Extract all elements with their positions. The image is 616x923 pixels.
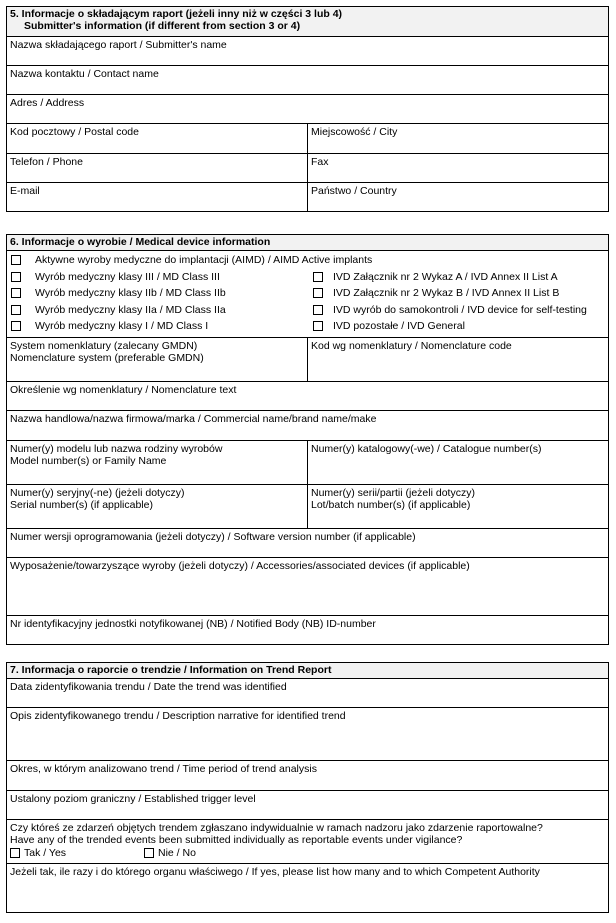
section-5-title: 5. Informacje o składającym raport (jeżeli inny niż w części 3 lub 4): [10, 8, 343, 20]
yes-label: Tak / Yes: [24, 847, 67, 860]
catalogue-number-field[interactable]: Numer(y) katalogowy(-we) / Catalogue number(s): [311, 443, 542, 455]
section-7-table: [6, 662, 609, 913]
contact-name-field[interactable]: Nazwa kontaktu / Contact name: [10, 68, 159, 80]
email-field[interactable]: E-mail: [7, 183, 308, 211]
md-class-iib-label: Wyrób medyczny klasy IIb / MD Class IIb: [35, 287, 226, 300]
notified-body-field[interactable]: Nr identyfikacyjny jednostki notyfikowanej (NB) / Notified Body (NB) ID-number: [10, 618, 376, 630]
nomenclature-system-field[interactable]: [7, 338, 308, 381]
md-class-iia-checkbox[interactable]: [11, 305, 21, 315]
md-class-i-label: Wyrób medyczny klasy I / MD Class I: [35, 320, 209, 333]
vigilance-question-en: Have any of the trended events been submitted individually as reportable events under vigilance?: [10, 834, 463, 847]
vigilance-question: [7, 820, 608, 863]
vigilance-question-pl: Czy któreś ze zdarzeń objętych trendem zgłaszano indywidualnie w ramach nadzoru jako zdarzenie raportowalne?: [10, 822, 543, 834]
fax-field[interactable]: Fax: [311, 156, 329, 168]
ivd-list-a-checkbox[interactable]: [313, 272, 323, 282]
no-checkbox[interactable]: [144, 848, 154, 858]
md-class-iib-checkbox[interactable]: [11, 288, 21, 298]
section-5-table: [6, 6, 609, 212]
lot-number-label-pl: Numer(y) serii/partii (jeżeli dotyczy): [311, 487, 475, 499]
country-field[interactable]: Państwo / Country: [311, 185, 397, 197]
ivd-self-testing-checkbox[interactable]: [313, 305, 323, 315]
yes-option[interactable]: [10, 847, 144, 859]
lot-number-label-en: Lot/batch number(s) (if applicable): [311, 499, 471, 512]
trigger-level-field[interactable]: Ustalony poziom graniczny / Established trigger level: [10, 793, 256, 805]
aimd-checkbox[interactable]: [11, 255, 21, 265]
accessories-field[interactable]: Wyposażenie/towarzyszące wyroby (jeżeli dotyczy) / Accessories/associated devices (if applicable): [10, 560, 470, 572]
nomenclature-system-label-en: Nomenclature system (preferable GMDN): [10, 352, 204, 365]
ivd-list-b-label: IVD Załącznik nr 2 Wykaz B / IVD Annex II List B: [333, 287, 560, 300]
ivd-list-a-option[interactable]: [313, 269, 604, 286]
competent-authority-field[interactable]: Jeżeli tak, ile razy i do którego organu właściwego / If yes, please list how many and to which Competent Authority: [10, 866, 540, 878]
trend-description-field[interactable]: Opis zidentyfikowanego trendu / Description narrative for identified trend: [10, 710, 346, 722]
aimd-option[interactable]: [11, 252, 604, 269]
ivd-self-testing-option[interactable]: [313, 302, 604, 319]
nomenclature-code-field[interactable]: Kod wg nomenklatury / Nomenclature code: [311, 340, 512, 352]
submitter-name-field[interactable]: Nazwa składającego raport / Submitter's name: [10, 39, 227, 51]
city-field[interactable]: Miejscowość / City: [311, 126, 398, 138]
postal-code-field[interactable]: Kod pocztowy / Postal code: [7, 124, 308, 153]
no-label: Nie / No: [158, 847, 196, 860]
yes-checkbox[interactable]: [10, 848, 20, 858]
md-class-iii-label: Wyrób medyczny klasy III / MD Class III: [35, 270, 220, 283]
commercial-name-field[interactable]: Nazwa handlowa/nazwa firmowa/marka / Commercial name/brand name/make: [10, 413, 377, 425]
nomenclature-text-field[interactable]: Określenie wg nomenklatury / Nomenclature text: [10, 384, 237, 396]
md-class-iii-option[interactable]: [11, 269, 313, 286]
md-class-iia-label: Wyrób medyczny klasy IIa / MD Class IIa: [35, 303, 226, 316]
section-7-title: 7. Informacja o raporcie o trendzie / Information on Trend Report: [7, 663, 608, 678]
model-number-label-en: Model number(s) or Family Name: [10, 455, 167, 468]
serial-number-label-en: Serial number(s) (if applicable): [10, 499, 153, 512]
md-class-i-option[interactable]: [11, 318, 313, 335]
section-6-table: [6, 234, 609, 645]
aimd-label: Aktywne wyroby medyczne do implantacji (AIMD) / AIMD Active implants: [35, 254, 373, 267]
ivd-list-a-label: IVD Załącznik nr 2 Wykaz A / IVD Annex II List A: [333, 270, 558, 283]
md-class-iii-checkbox[interactable]: [11, 272, 21, 282]
ivd-list-b-checkbox[interactable]: [313, 288, 323, 298]
section-5-subtitle: Submitter's information (if different from section 3 or 4): [24, 20, 301, 33]
lot-number-field[interactable]: [308, 485, 608, 528]
model-number-label-pl: Numer(y) modelu lub nazwa rodziny wyrobów: [10, 443, 223, 455]
software-version-field[interactable]: Numer wersji oprogramowania (jeżeli dotyczy) / Software version number (if applicable): [10, 531, 416, 543]
section-6-title: 6. Informacje o wyrobie / Medical device information: [7, 235, 608, 250]
address-field[interactable]: Adres / Address: [10, 97, 85, 109]
trend-date-field[interactable]: Data zidentyfikowania trendu / Date the trend was identified: [10, 681, 287, 693]
section-5-header: [7, 7, 608, 36]
ivd-list-b-option[interactable]: [313, 285, 604, 302]
md-class-iib-option[interactable]: [11, 285, 313, 302]
md-class-iia-option[interactable]: [11, 302, 313, 319]
trend-period-field[interactable]: Okres, w którym analizowano trend / Time period of trend analysis: [10, 763, 317, 775]
serial-number-label-pl: Numer(y) seryjny(-ne) (jeżeli dotyczy): [10, 487, 185, 499]
no-option[interactable]: [144, 847, 278, 859]
device-class-options: [7, 251, 608, 337]
phone-field[interactable]: Telefon / Phone: [7, 154, 308, 182]
ivd-general-option[interactable]: [313, 318, 604, 335]
ivd-general-label: IVD pozostałe / IVD General: [333, 320, 465, 333]
serial-number-field[interactable]: [7, 485, 308, 528]
vigilance-answer: [10, 847, 605, 859]
md-class-i-checkbox[interactable]: [11, 321, 21, 331]
model-number-field[interactable]: [7, 441, 308, 484]
ivd-self-testing-label: IVD wyrób do samokontroli / IVD device for self-testing: [333, 303, 587, 316]
ivd-general-checkbox[interactable]: [313, 321, 323, 331]
nomenclature-system-label-pl: System nomenklatury (zalecany GMDN): [10, 340, 198, 352]
